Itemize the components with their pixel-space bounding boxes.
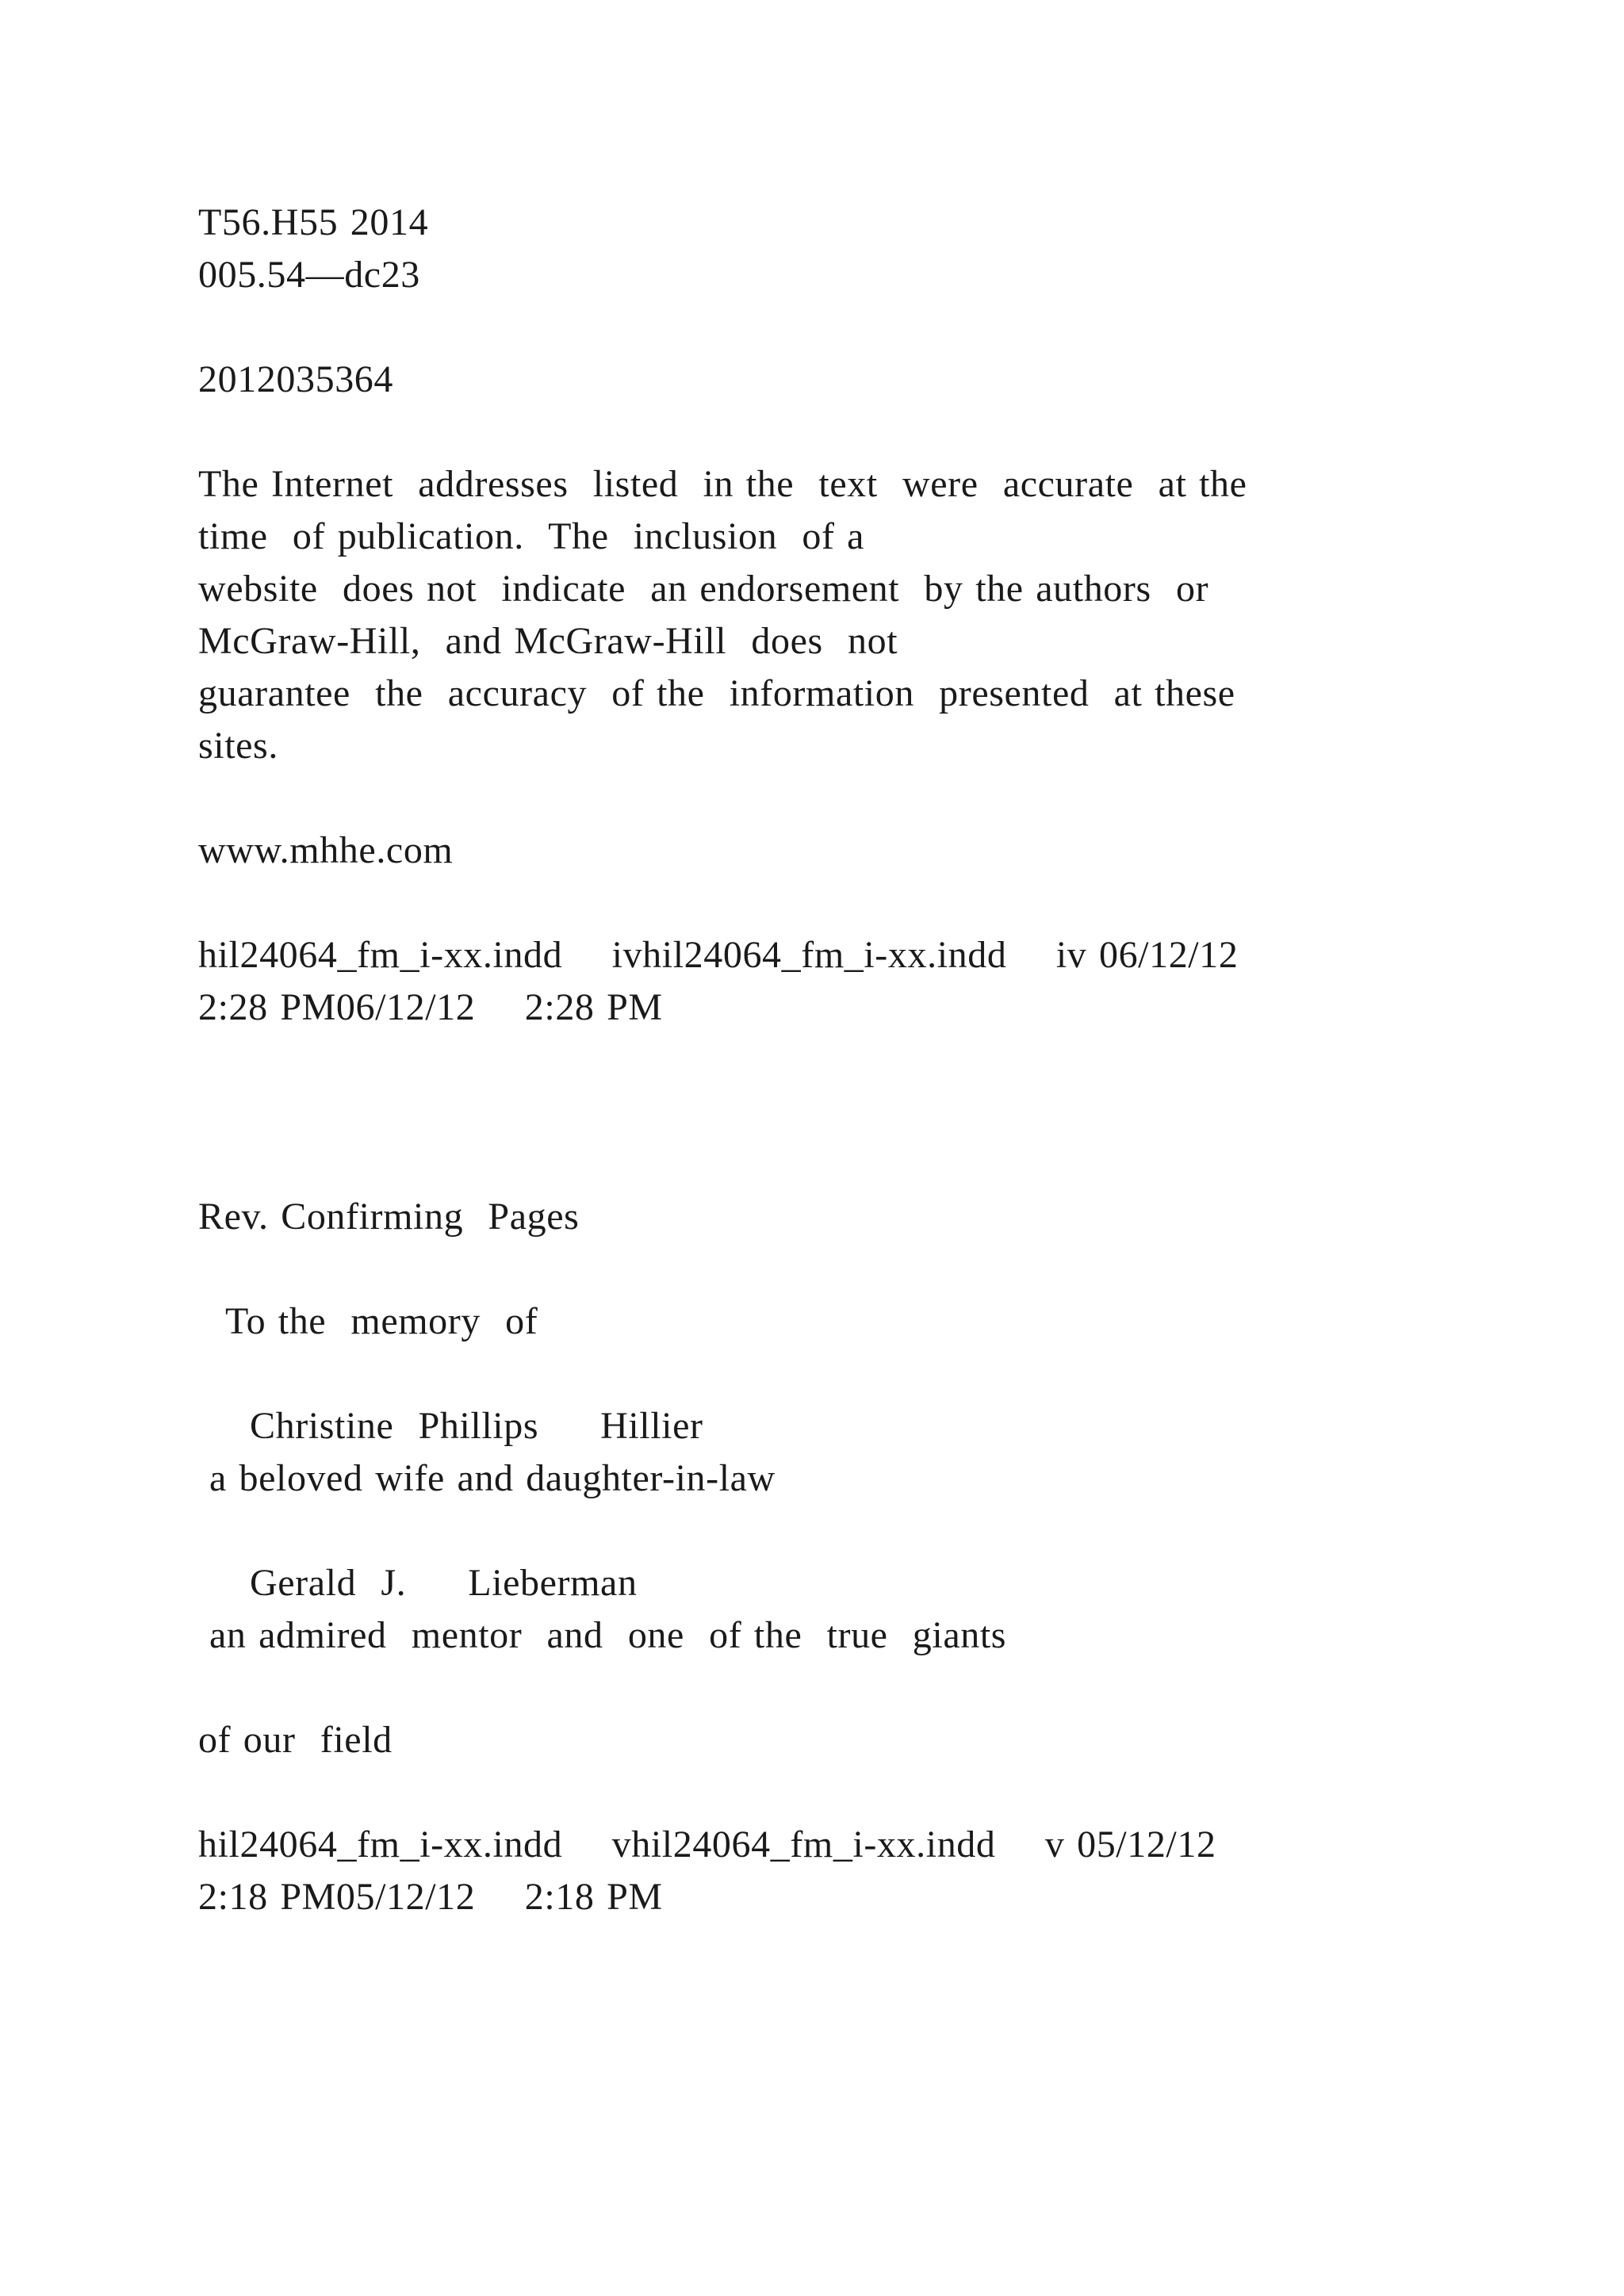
disclaimer-line: McGraw-Hill, and McGraw-Hill does not: [198, 620, 898, 662]
call-number: T56.H55 2014: [198, 201, 429, 243]
slug-line: hil24064_fm_i-xx.indd vhil24064_fm_i-xx.indd v 05/12/12: [198, 1823, 1216, 1866]
dedicatee-description: a beloved wife and daughter-in-law: [209, 1457, 776, 1499]
dedicatee-name: Christine Phillips Hillier: [250, 1405, 703, 1447]
disclaimer-line: guarantee the accuracy of the information presented at these: [198, 672, 1235, 714]
disclaimer-line: sites.: [198, 725, 278, 767]
slug-line: 2:18 PM05/12/12 2:18 PM: [198, 1876, 663, 1918]
slug-line: hil24064_fm_i-xx.indd ivhil24064_fm_i-xx.indd iv 06/12/12: [198, 934, 1239, 976]
disclaimer-line: time of publication. The inclusion of a: [198, 515, 865, 557]
dedicatee-description: an admired mentor and one of the true giants: [209, 1614, 1007, 1656]
website-url: www.mhhe.com: [198, 829, 454, 871]
dedication-closing: of our field: [198, 1719, 393, 1761]
dedication-intro: To the memory of: [225, 1300, 538, 1342]
lccn: 2012035364: [198, 358, 393, 400]
slug-line: 2:28 PM06/12/12 2:28 PM: [198, 986, 663, 1028]
dewey-number: 005.54—dc23: [198, 254, 420, 296]
disclaimer-line: website does not indicate an endorsement by the authors or: [198, 568, 1209, 610]
disclaimer-line: The Internet addresses listed in the text were accurate at the: [198, 463, 1247, 505]
proof-status: Rev. Confirming Pages: [198, 1196, 580, 1238]
dedicatee-name: Gerald J. Lieberman: [250, 1562, 638, 1604]
